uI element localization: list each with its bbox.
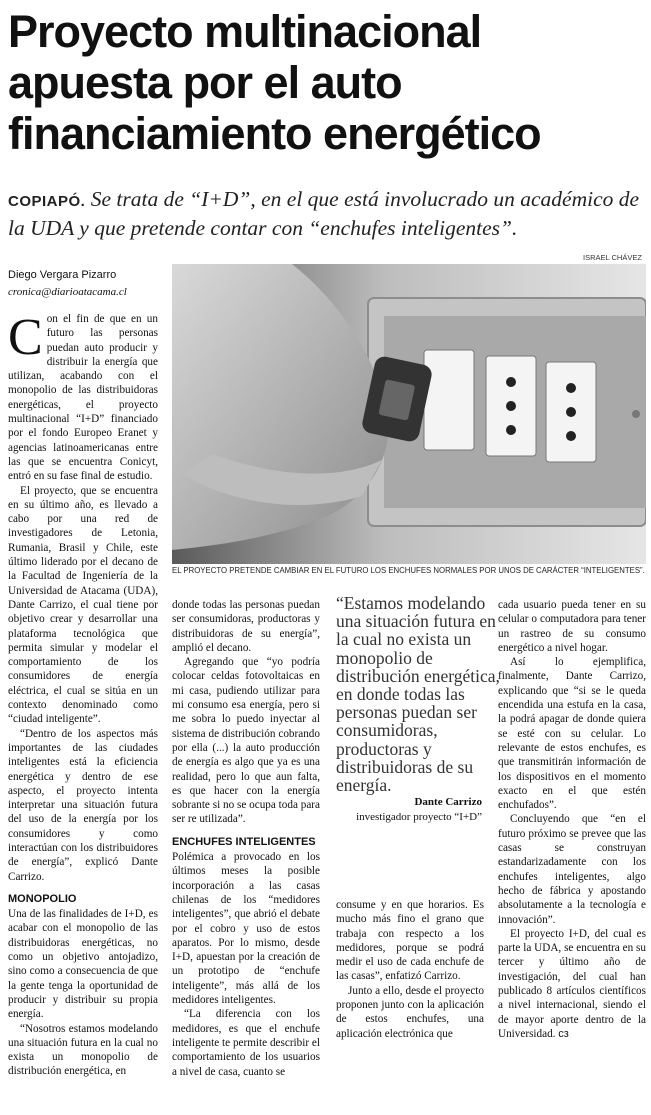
paragraph: Agregando que “yo podría colocar celdas fotovoltaicas en mi casa, pudiendo utilizar para mi consumo esa energía, pero si me sobra lo puedo inyectar al sistema de distribución cobrando por ella (...) la auto producción de energía es algo que ya es una realidad, pero lo que aun falta, es que hacer con la energía sobrante si no se ocupa toda para ser re utilizada”. [172, 656, 320, 826]
headline [8, 6, 648, 159]
outlet-photo-illustration [172, 264, 646, 564]
headline-line-1: Proyecto multinacional [8, 6, 482, 57]
paragraph: El proyecto I+D, del cual es parte la UDA, se encuentra en su tercer y último año de investigación, del cual han publicado 8 artículos científicos a nivel internacional, siendo el de mayor aporte dentro de la Universidad. cз [498, 927, 646, 1040]
paragraph: Con el fin de que en un futuro las personas puedan auto producir y distribuir la energía que utilizan, acabando con el monopolio de las distribuidoras energéticas, el proyecto multinacional “I+D” financiado por el fondo Europeo Eranet y agencias latinoamericanas entre las que se encuentra Conicyt, entró en su fase final de estudio. [8, 309, 158, 483]
paragraph: donde todas las personas puedan ser consumidoras, productoras y distribuidoras de su energía”, amplió el decano. [172, 599, 320, 654]
photo-credit: ISRAEL CHÁVEZ [583, 253, 642, 262]
paragraph: cada usuario pueda tener en su celular o computadora para tener un rastreo de su consumo energético a nivel hogar. [498, 599, 646, 654]
drop-cap: C [8, 309, 43, 366]
paragraph: Polémica a provocado en los últimos meses la posible incorporación a las casas chilenas de los “medidores inteligentes”, que abrió el debate por el cobro y uso de estos aparatos. Por lo mismo, desde I+D, apuestan por la creación de un prototipo de “enchufe inteligente”, más allá de los medidores inteligentes. [172, 851, 320, 1007]
quote-author-name: Dante Carrizo [414, 796, 482, 808]
column-2 [172, 598, 320, 1079]
author-email: cronica@diarioatacama.cl [8, 286, 127, 298]
photo-caption: EL PROYECTO PRETENDE CAMBIAR EN EL FUTURO LOS ENCHUFES NORMALES POR UNOS DE CARÁCTER “INTELIGENTES”. [172, 566, 645, 575]
paragraph: consume y en que horarios. Es mucho más fino el grano que trabaja con respecto a los medidores, porque se podrá medir el uso de cada enchufe de las casas”, enfatizó Carrizo. [336, 899, 484, 983]
column-4 [498, 598, 646, 1041]
paragraph: El proyecto, que se encuentra en su último año, es llevado a cabo por una red de investigadores de Letonia, Rumania, Brasil y Chile, este último liderado por el decano de la Facultad de Ingeniería de la Universidad de Atacama (UDA), Dante Carrizo, el cual tiene por objetivo crear y desarrollar una plataforma tecnológica que permita simular y modelar el comportamiento de los consumidores de energía eléctrica, el cual se sitúa en un contexto denominado como “ciudad inteligente”. [8, 484, 158, 726]
paragraph: Concluyendo que “en el futuro próximo se prevee que las casas se construyan estandarizadamente con los enchufes inteligentes, algo hecho de fábrica y apostando absolutamente a la tecnología e innovación”. [498, 813, 646, 926]
end-mark-icon: cз [558, 1027, 569, 1040]
subhead-monopolio: MONOPOLIO [8, 892, 77, 905]
headline-line-3: financiamiento energético [8, 108, 541, 159]
dek-text: Se trata de “I+D”, en el que está involucrado un académico de la UDA y que pretende contar con “enchufes inteligentes”. [8, 187, 640, 240]
paragraph: “Nosotros estamos modelando una situación futura en la cual no exista un monopolio de distribución energética, en [8, 1022, 158, 1078]
subhead-enchufes: ENCHUFES INTELIGENTES [172, 835, 316, 848]
dek-location: COPIAPÓ. [8, 193, 86, 210]
paragraph: “La diferencia con los medidores, es que el enchufe inteligente te permite describir el comportamiento de los usuarios a nivel de casa, cuanto se [172, 1008, 320, 1078]
quote-author-role: investigador proyecto “I+D” [356, 811, 482, 823]
pull-quote-attribution [300, 795, 482, 825]
author-name: Diego Vergara Pizarro [8, 269, 117, 281]
paragraph: Junto a ello, desde el proyecto proponen junto con la aplicación de estos enchufes, una aplicación electrónica que [336, 984, 484, 1040]
paragraph: Una de las finalidades de I+D, es acabar con el monopolio de las distribuidoras energéticas, no como un objetivo antojadizo, sino como a consecuencia de que la gente tenga la oportunidad de producir y distribuir su propia energía. [8, 908, 158, 1021]
column-3 [336, 898, 484, 1041]
byline [8, 267, 127, 301]
dek [8, 186, 644, 242]
article-photo [172, 264, 646, 564]
headline-line-2: apuesta por el auto [8, 57, 402, 108]
pull-quote: “Estamos modelando una situación futura en la cual no exista un monopolio de distribución energética, en donde todas las personas puedan ser consumidoras, productoras y distribuidoras de su energía. [336, 593, 500, 796]
paragraph: “Dentro de los aspectos más importantes de las ciudades inteligentes está la eficiencia energética y dentro de ese aspecto, el proyecto intenta interpretar una situación futura del uso de la energía por los consumidores y como interactúan con los distribuidores de energía”, explicó Dante Carrizo. [8, 727, 158, 883]
column-1 [8, 309, 158, 1079]
paragraph: Así lo ejemplifica, finalmente, Dante Carrizo, explicando que “si se le queda encendida una estufa en la casa, la podrá apagar de donde quiera se esté con su celular. Lo relevante de estos enchufes, es que transmitirán información de los dispositivos en el momento exacto en el que estén enchufados”. [498, 656, 646, 812]
